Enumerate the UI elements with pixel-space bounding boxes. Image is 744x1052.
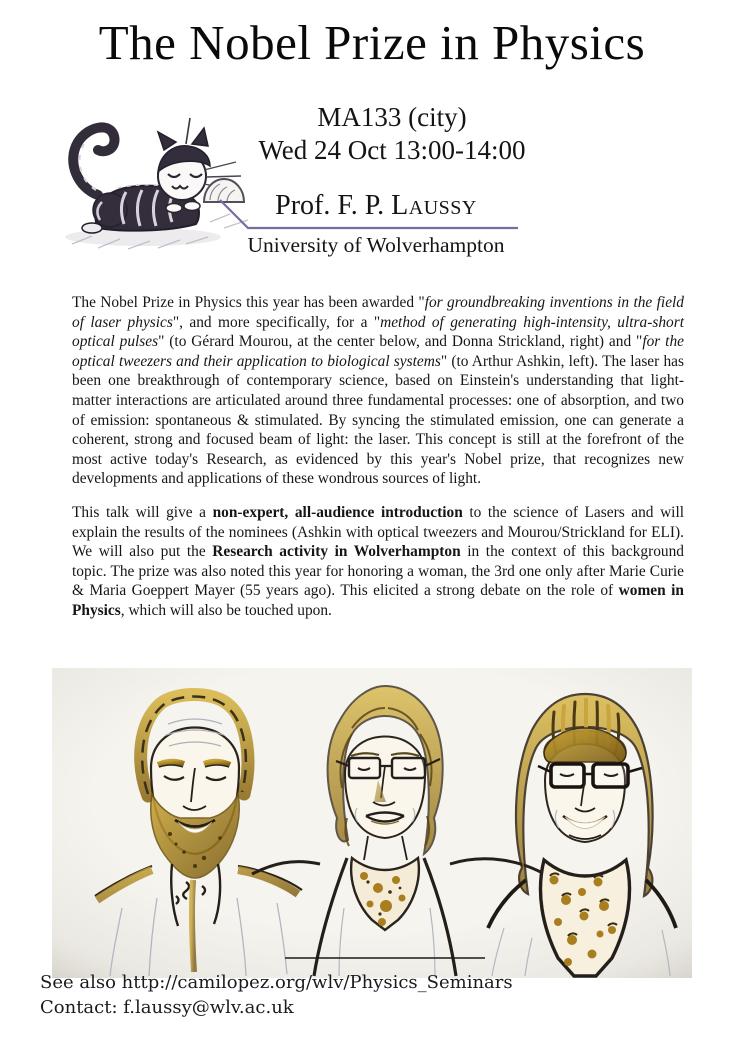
speaker-name [40, 190, 712, 222]
speaker-prefix: Prof. F. P. [275, 190, 392, 221]
abstract-paragraph-1: The Nobel Prize in Physics this year has been awarded "for groundbreaking inventions in the field of laser physics", and more specifically, for a "method of generating high-intensity, ultra-short optical pulses" (to Gérard Mourou, at the center below, and Donna Strickland, right) and "for the optical tweezers and their application to biological systems" (to Arthur Ashkin, left). The laser has been one breakthrough of contemporary science, based on Einstein's understanding that light-matter interactions are articulated around three fundamental processes: one of absorption, and two of emission: spontaneous & stimulated. By syncing the stimulated emission, one can generate a coherent, strong and focused beam of light: the laser. This concept is still at the forefront of the most active today's Research, as evidenced by this year's Nobel prize, that recognizes new developments and applications of these wondrous sources of light. [72, 294, 685, 488]
abstract-paragraph-2: This talk will give a non-expert, all-audience introduction to the science of Lasers and will explain the results of the nominees (Ashkin with optical tweezers and Mourou/Strickland for ELI). We will also put the Research activity in Wolverhampton in the context of this background topic. The prize was also noted this year for honoring a woman, the 3rd one only after Marie Curie & Maria Goeppert Mayer (55 years ago). This elicited a strong debate on the role of women in Physics, which will also be touched upon. [72, 503, 685, 619]
speaker-affiliation: University of Wolverhampton [247, 233, 505, 257]
page-title: The Nobel Prize in Physics [98, 15, 646, 70]
abstract-text [72, 293, 684, 635]
speaker-surname: Laussy [391, 190, 477, 221]
contact-email-line: Contact: f.laussy@wlv.ac.uk [40, 996, 294, 1018]
seminars-url-line: See also http://camilopez.org/wlv/Physics_Seminars [40, 972, 513, 993]
venue-room: MA133 (city) [317, 102, 467, 132]
venue-datetime: Wed 24 Oct 13:00-14:00 [258, 135, 526, 165]
laureates-illustration [52, 668, 692, 978]
footer [40, 971, 513, 1020]
